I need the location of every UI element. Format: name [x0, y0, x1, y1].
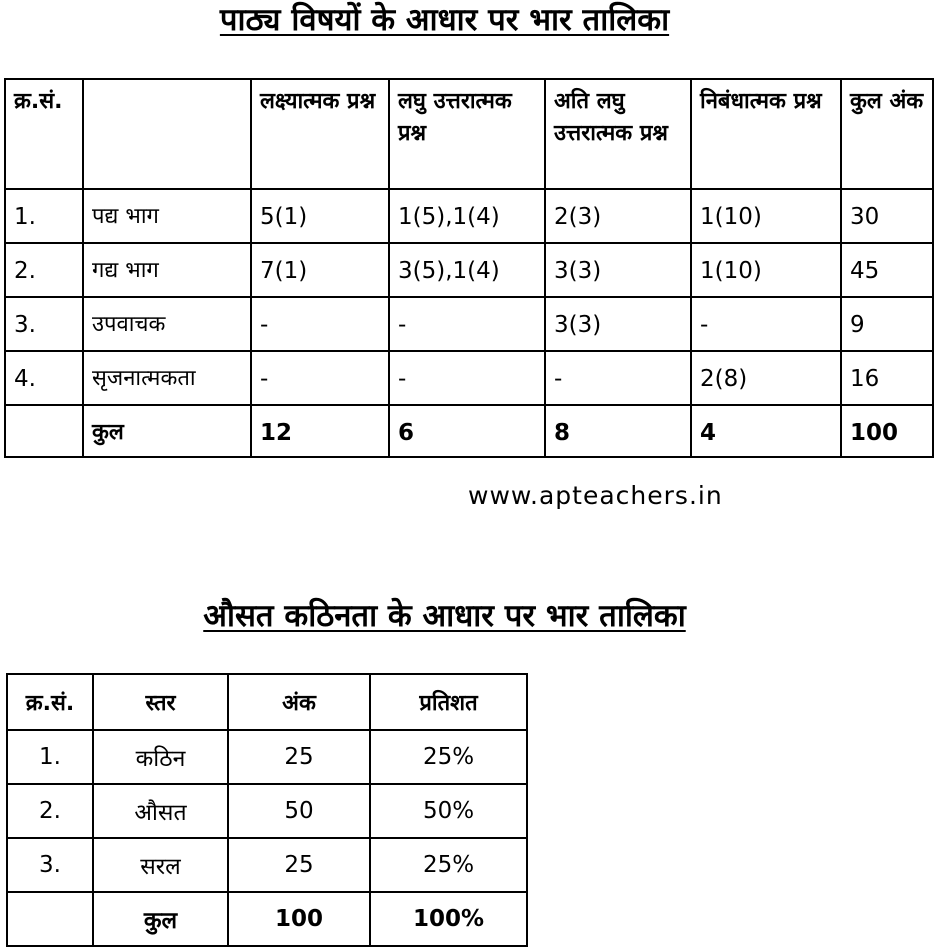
- marks-total-cell: 100: [228, 892, 370, 946]
- header-essay-questions: निबंधात्मक प्रश्न: [691, 79, 841, 189]
- header-topic: [83, 79, 251, 189]
- marks-cell: 25: [228, 730, 370, 784]
- essay-cell: 2(8): [691, 351, 841, 405]
- very-short-answer-cell: -: [545, 351, 691, 405]
- serial-number-cell: 1.: [7, 730, 93, 784]
- header-percentage: प्रतिशत: [370, 674, 527, 730]
- level-cell: कठिन: [93, 730, 228, 784]
- header-objective-questions: लक्ष्यात्मक प्रश्न: [251, 79, 389, 189]
- header-total-marks: कुल अंक: [841, 79, 933, 189]
- level-cell: औसत: [93, 784, 228, 838]
- very-short-answer-cell: 3(3): [545, 297, 691, 351]
- table-row: [5, 243, 933, 297]
- weightage-by-subject-title: पाठ्य विषयों के आधार पर भार तालिका: [219, 2, 670, 38]
- header-very-short-answer-questions: अति लघु उत्तरात्मक प्रश्न: [545, 79, 691, 189]
- marks-cell: 50: [228, 784, 370, 838]
- grand-total-cell: 100: [841, 405, 933, 457]
- objective-cell: 5(1): [251, 189, 389, 243]
- table-row: [7, 784, 527, 838]
- serial-number-cell: 3.: [5, 297, 83, 351]
- serial-number-cell: 3.: [7, 838, 93, 892]
- table-row: [5, 351, 933, 405]
- topic-cell: सृजनात्मकता: [83, 351, 251, 405]
- total-marks-cell: 16: [841, 351, 933, 405]
- table-total-row: [7, 892, 527, 946]
- table-row: [7, 838, 527, 892]
- weightage-by-difficulty-title: औसत कठिनता के आधार पर भार तालिका: [203, 598, 686, 634]
- essay-cell: 1(10): [691, 189, 841, 243]
- percentage-cell: 50%: [370, 784, 527, 838]
- serial-number-cell: [7, 892, 93, 946]
- total-marks-cell: 30: [841, 189, 933, 243]
- website-url: www.apteachers.in: [468, 481, 723, 510]
- table-row: [7, 730, 527, 784]
- header-level: स्तर: [93, 674, 228, 730]
- serial-number-cell: 4.: [5, 351, 83, 405]
- serial-number-cell: 1.: [5, 189, 83, 243]
- total-marks-cell: 9: [841, 297, 933, 351]
- very-short-answer-cell: 3(3): [545, 243, 691, 297]
- table-total-row: [5, 405, 933, 457]
- serial-number-cell: 2.: [7, 784, 93, 838]
- short-answer-cell: 3(5),1(4): [389, 243, 545, 297]
- marks-cell: 25: [228, 838, 370, 892]
- objective-cell: -: [251, 297, 389, 351]
- essay-cell: 1(10): [691, 243, 841, 297]
- short-answer-total-cell: 6: [389, 405, 545, 457]
- table-header-row: [5, 79, 933, 189]
- difficulty-weightage-table: [6, 673, 528, 947]
- objective-cell: 7(1): [251, 243, 389, 297]
- table-row: [5, 297, 933, 351]
- table-header-row: [7, 674, 527, 730]
- short-answer-cell: -: [389, 297, 545, 351]
- short-answer-cell: -: [389, 351, 545, 405]
- short-answer-cell: 1(5),1(4): [389, 189, 545, 243]
- header-short-answer-questions: लघु उत्तरात्मक प्रश्न: [389, 79, 545, 189]
- very-short-answer-cell: 2(3): [545, 189, 691, 243]
- header-marks: अंक: [228, 674, 370, 730]
- objective-total-cell: 12: [251, 405, 389, 457]
- essay-total-cell: 4: [691, 405, 841, 457]
- total-label-cell: कुल: [93, 892, 228, 946]
- header-serial-number: क्र.सं.: [5, 79, 83, 189]
- level-cell: सरल: [93, 838, 228, 892]
- very-short-answer-total-cell: 8: [545, 405, 691, 457]
- serial-number-cell: [5, 405, 83, 457]
- percentage-cell: 25%: [370, 730, 527, 784]
- subject-weightage-table: [4, 78, 934, 458]
- topic-cell: पद्य भाग: [83, 189, 251, 243]
- essay-cell: -: [691, 297, 841, 351]
- header-serial-number: क्र.सं.: [7, 674, 93, 730]
- total-label-cell: कुल: [83, 405, 251, 457]
- total-marks-cell: 45: [841, 243, 933, 297]
- topic-cell: गद्य भाग: [83, 243, 251, 297]
- percentage-total-cell: 100%: [370, 892, 527, 946]
- percentage-cell: 25%: [370, 838, 527, 892]
- serial-number-cell: 2.: [5, 243, 83, 297]
- objective-cell: -: [251, 351, 389, 405]
- topic-cell: उपवाचक: [83, 297, 251, 351]
- table-row: [5, 189, 933, 243]
